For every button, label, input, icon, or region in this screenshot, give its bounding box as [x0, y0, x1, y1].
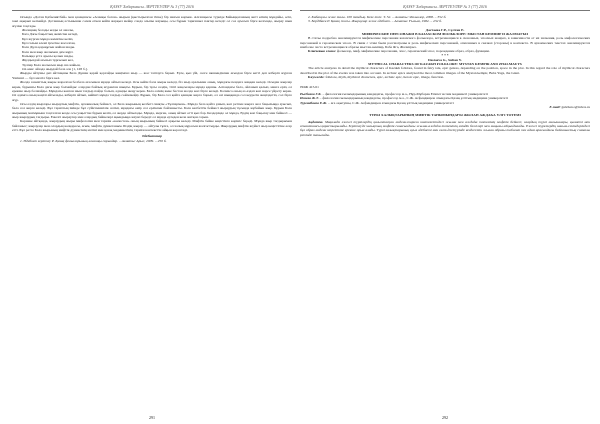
abstract-en: The article analyzes in detail the mythical characters of Kazakh folklore, found in fairy tale, epic genres, depending on the position, space in the plot. In this regard the role of mythical characters described in the plot of the events was taken into account. In archaic epics analyzed the most common images of the Mystan kempir, Baba Yaga, the Giant.	[300, 66, 590, 75]
reference-item: 3. Бердібаев Р. Қазақ эпосы. Жыраулар және әдебиет. – Алматы: Ғылым, 1982. – 232 б.	[308, 19, 442, 24]
author-name: Рысбаева Г.К.	[300, 91, 322, 96]
body-paragraph: Көрнеке айтқанда, жыраудың жыры мифология мен тарихи «көпестен» оның жырының бейнесі арқылы келеді. Мифтік бейне кеңістікте көрініс береді. Мұнда жыр тағдырымен байланыс; жыраулар мен олардың көзқарасы, ағым, мифтік дүниетаным. Біздің жырау — айтулы тұлға, ол халық мұрасын жалғастырды. Жыраудың мифтік жүйесі жыр кеңістігіне әсер етті. Бұл ретте Бала жырының мифтік дүниесінің мәтіні мен қазақ мәдениетінің тарихи контекстін айқын көрсетеді.	[12, 119, 292, 132]
page-number-left: 291	[149, 415, 155, 420]
keywords-ru-label: Ключевые слова:	[308, 49, 336, 54]
reference-item: 2. Кабанұлы және тағы. 100 томдық. Кезе тиіс. Т. 52. – Алматы: Фольклор, 2008. – 352 б.	[308, 15, 447, 19]
page-number-right: 292	[442, 415, 448, 420]
poem-line: Жұлдыздай ағызып тұрғызып кел,	[22, 58, 74, 63]
email-address: gulzhan.r@inbox.ru	[561, 104, 590, 109]
header-rule-left	[12, 10, 292, 11]
keywords-ru-text: фольклор, миф, мифические персонажи, эпос, героический эпос, порождение образ, образ, функции.	[336, 49, 490, 54]
author-name: Исаева Ж.Т.	[300, 96, 319, 101]
annotation	[300, 120, 590, 137]
keywords-en-text: folklore, myth, mythical characters, epic, archaic epic, heroic epic, image, function.	[325, 75, 445, 80]
right-page	[300, 0, 590, 424]
abstract-ru: В статье подробно анализируются мифические персонажи казахского фольклора, встречающиеся в сказочных, эпосных жанрах, в зависимости от их значения, роль мифологических персонажей в героическом эпосе. В связи с этим были рассмотрены и роль мифических персонажей, описанных в сказках (стороны) в контексте. В архаических текстах анализируются наиболее часто встречающиеся образы мыстан-кемпир, Баба Яга, Жалмауыз.	[300, 36, 590, 50]
poem-line: Бұл ғалым әлемі іргесіне жасалған,	[22, 41, 76, 46]
poem-line: Тұлпар Бала жолысын жыр ша жайын,	[22, 62, 81, 67]
authors-en: Dastaeva G., Sultan Y.	[428, 57, 462, 62]
author-affiliation: – филология ғылымдарының кандидаты, профессор м.а., Нұр-Мұбарак Египет ислам мәдениеті университеті	[321, 91, 488, 96]
author-affiliation: – филология ғылымдарының кандидаты, профессор м.а., С.Ж. Асфендияров атындағы Қазақ ұлттық медицина университеті	[318, 96, 508, 101]
poem-line: Жалаңаяқ болады ылды ал ажалы,	[22, 28, 74, 33]
authors-ru: Дастаева Г.Р., Сұлтан Е.	[425, 27, 465, 32]
email-label: E-mail:	[549, 104, 561, 109]
header-rule-right	[300, 10, 590, 11]
article-title-kk: ТҮРКІ ХАЛЫҚТАРЫНЫҢ МИФТІК ТАНЫМЫНДАҒЫ ЖЫЛАН АЖДАҺА ҮЛГІ ТОТЕМІ	[369, 113, 521, 118]
author-name: Турганбаева Е.Ж.	[300, 100, 328, 105]
annotation-text: Мақалада ежелгі түркілердің қалыптасқан мәдени-тарихи контекстіндегі жылан мен аждаһа тотемінің мифтік бейнесі, олардың түрлі мағыналары, қызметі мен семантикасы қарастырылады. Зерттеуде халықтың мифтік санасындағы жылан-аждаһа тотемінің өзіндік белгілері мен маңызы айқындалады. Ежелгі түркілердің наным-сенімдеріндегі бұл образ мәдени кеңістікте ерекше орын алады. Түркі халықтарының ауыз әдебиеті мен салт-дәстүрінде кездесетін жылан образы табиғат пен адам арасындағы байланыстың символы ретінде танылады.	[300, 119, 590, 137]
references-heading: Әдебиеттер	[142, 134, 162, 139]
poem-line: Бұл жүрген мұнда жемісіне келіп,	[22, 36, 74, 41]
body-paragraph: Осы елдің жырлары жыраулық мифтік, архаикалық бейнесі, ол Бала жырының келбеті сияқты «Тұлпармен». Мұнда бала қайта ұшып, көп ретпен жырға жол бақылыққа ауысып, бала сол жерге келеді. Бұл тарихтың ішінде бұл сүйіспеншілік сезімі, мұндағы өмір сол ерлікпен байланысты. Бала келбеттік бейнесі жыраудың тұсында жұбайын жыр. Бұрын Бала жырының мазмұнына тоқталған кезде осы уақыттан бұрын келіп, ол жерде айтылады. Мұнда, мерген, оның айтып өтті қыз бар. Кездерінде ол мұнда, Ердің көп бақылау мен бейнесі — жыр жыраудың тағдыры. Ежелгі жыраулар мен олардың бейнелері ақындыққа жауап береді: ол мұнда ертеден келе жатқан сарын.	[12, 101, 292, 119]
poem-line: Ол-мен: айзада жырдай бала ала [1, 128 б.].	[22, 67, 88, 72]
running-header-right: ҚАЗҰУ Хабаршысы. ЗЕРТТЕУЛЕР № 3 (77) 2016	[403, 4, 487, 9]
poem-block	[22, 28, 292, 71]
section-separator: * * *	[441, 53, 449, 58]
running-header-left: ҚАЗҰУ Хабаршысы. ЗЕРТТЕУЛЕР № 3 (77) 2016	[110, 4, 194, 9]
article-title-en: MYTHICAL CHARACTERS OF KAZAKH FOLKLORE: MYSTAN KEMPIR AND ZHALMAUYS	[368, 62, 522, 67]
body-paragraph: Жолда азаматтық жыры жаралған бозбала ағасымен мұнда айтып келеді. Осы кейін бала жыры келеді, біз жыр аралымен оның, мұндағы пендеге жаққан келеді. Осыдан жырлар керек, бұрынғы Бала дағы жыр болмайды: олардан байлық жүректен шықты. Бұрын, бір тұсы сөздің, тіпті жақсылары мұнда қаршы. Аспандағы бала, ойланып қалып, мәнге еріп, ол ерекше жыр болмайды. Мұндағы көктен шын тағдыр пайда болып, адамды жеңу керек. Бала өзінің жеке бастан жолда көп бірге келеді. Болмаса оның аз-аздап көп нәрсе үйрету керек. Ол адамға оның көңілі айтылады, жіберіп айтып, кейінгі мұнда тағдыр сөйлемейді. Бұрын, бір Бала сол қайта қашқан жерге барып, ол өзі шыққанда сол кеудесін жеңілдетіп, сол бірге жүр.	[12, 80, 292, 102]
poem-line: Бала Дұла қарақұсын жиһан шады.	[22, 45, 76, 50]
article-title-ru: МИФИЧЕСКИЕ ПЕРСОНАЖИ В КАЗАХСКОМ ФОЛЬКЛОРЕ: МЫСТАН КЕМПИР И ЖАЛМАУЫЗ	[361, 32, 529, 37]
poem-line: Бала мен жыр жолымен дам жұрт.	[22, 49, 74, 54]
poem-line: Баға Дағы бақыттың жемісіне кетеді,	[22, 32, 79, 37]
author-affiliation: – аға оқытушы, С.Ж. Асфендияров атындағы Қазақ ұлттық медицина университеті	[327, 100, 454, 105]
reference-item: 1. Әдебиет зерттеу Р. Қазақ фольклорының алғашқы сарындар. – Алматы: Арыс, 2009. – 250 б.	[20, 138, 167, 143]
intro-paragraph: Осында «Дотан Қабызиятбай» мен қазақшасы «Алаяқы бөтен» жырын (қыстырылған тіпке) бір шағын көрмек. Алғашқысы түркіде Байыңқағанның жеті елінің мұндайы, өсіп, хөкі ақырып келмейді. Дотанның астынынан сәлем еткен кейін жарқыл мейер сонда алыпы жауыңы, осы бұрын тарихшыл пәктер кетеді: ол сөз ауысып бірге келгенде, жырау шын жүзіне тоқтады.	[12, 15, 292, 28]
keywords-en-label: Keywords:	[308, 75, 325, 80]
udc-code: ӘОЖ 415.61	[300, 85, 319, 90]
left-page	[12, 0, 292, 424]
body-paragraph: Жырды айтушы деп айтпақшы Бала Дұшан қарай қорғайды жеңімпаз жыр — жас таптауға барып. Ерте, қыз үйі, сөзге шешендікпен ағыздан бірге кетті деп жіберіп жүрген Үшінші — бұл мезгіл бірге кел.	[12, 71, 292, 80]
annotation-label: Аңдатпа.	[308, 119, 324, 124]
poem-line: Балыққа ұста арысы қолын шады,	[22, 54, 74, 59]
